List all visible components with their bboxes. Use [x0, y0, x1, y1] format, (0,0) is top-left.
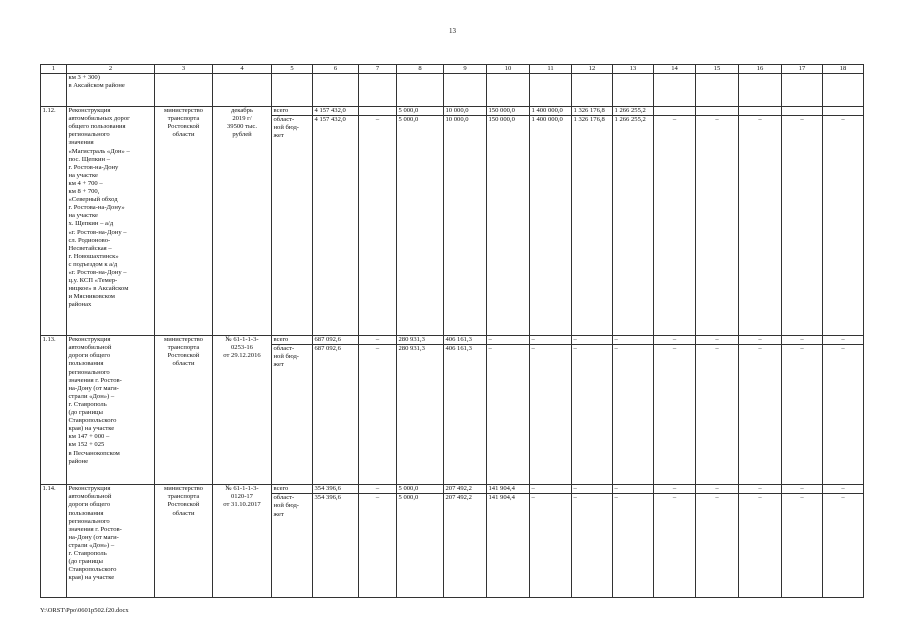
period-cell: декабрь 2019 г/ 39500 тыс. рублей: [213, 107, 272, 336]
amount-cell: [823, 107, 864, 116]
table-body: [41, 65, 864, 598]
empty-cell: [739, 74, 782, 107]
header-cell: 15: [696, 65, 739, 74]
empty-cell: [41, 74, 67, 107]
amount-cell: –: [823, 345, 864, 485]
amount-cell: 1 326 176,8: [572, 116, 613, 336]
table-row: [41, 107, 864, 116]
executor-cell: министерство транспорта Ростовской области: [155, 485, 213, 598]
funding-source-total: всего: [272, 107, 313, 116]
amount-cell: 1 266 255,2: [613, 116, 654, 336]
empty-cell: [272, 74, 313, 107]
object-name-cell: Реконструкция автомобильной дороги общего пользования регионального значения г. Ростов- на-Дону (от маги- страли «Дон») – г. Ставрополь (до границы Ставропольского края) на участке км 147 + 000 – км 152 + 025 в Песчанокопском районе: [67, 336, 155, 485]
amount-cell: 280 931,3: [397, 336, 444, 345]
empty-cell: [696, 74, 739, 107]
amount-cell: 5 000,0: [397, 494, 444, 598]
table-row: [41, 336, 864, 345]
amount-cell: –: [654, 485, 696, 494]
amount-cell: 280 931,3: [397, 345, 444, 485]
empty-cell: [487, 74, 530, 107]
amount-cell: –: [696, 494, 739, 598]
amount-cell: 406 161,3: [444, 345, 487, 485]
funding-source-regional: област- ной бюд- жет: [272, 494, 313, 598]
row-number: 1.12.: [41, 107, 67, 336]
empty-cell: [572, 74, 613, 107]
empty-cell: [213, 74, 272, 107]
amount-cell: 4 157 432,0: [313, 107, 359, 116]
amount-cell: 1 400 000,0: [530, 107, 572, 116]
row-number: 1.14.: [41, 485, 67, 598]
amount-cell: –: [530, 345, 572, 485]
amount-cell: 141 904,4: [487, 485, 530, 494]
table-row: [41, 485, 864, 494]
amount-cell: –: [654, 336, 696, 345]
header-cell: 12: [572, 65, 613, 74]
amount-cell: –: [739, 116, 782, 336]
amount-cell: 141 904,4: [487, 494, 530, 598]
amount-cell: –: [613, 345, 654, 485]
amount-cell: –: [739, 345, 782, 485]
executor-cell: министерство транспорта Ростовской области: [155, 107, 213, 336]
empty-cell: [782, 74, 823, 107]
amount-cell: 10 000,0: [444, 107, 487, 116]
executor-cell: министерство транспорта Ростовской области: [155, 336, 213, 485]
amount-cell: 150 000,0: [487, 107, 530, 116]
funding-source-regional: област- ной бюд- жет: [272, 116, 313, 336]
amount-cell: –: [572, 345, 613, 485]
amount-cell: –: [696, 345, 739, 485]
page-number: 13: [449, 27, 456, 35]
amount-cell: –: [530, 494, 572, 598]
header-cell: 13: [613, 65, 654, 74]
amount-cell: –: [359, 494, 397, 598]
amount-cell: –: [530, 485, 572, 494]
object-name-cell: Реконструкция автомобильных дорог общего пользования регионального значения «Магистраль «Дон» – пос. Щепкин – г. Ростов-на-Дону на участке км 4 + 700 – км 8 + 700, «Северный обход г. Ростова-на-Дону» на участке х. Щепкин – а/д «г. Ростов-на-Дону – сл. Родионово- Несветайская – г. Новошахтинск» с подъездом к а/д «г. Ростов-на-Дону – ц.у. КСП «Темер- ницкое» в Аксайском и Мясниковском районах: [67, 107, 155, 336]
empty-cell: [823, 74, 864, 107]
header-cell: 1: [41, 65, 67, 74]
amount-cell: 150 000,0: [487, 116, 530, 336]
amount-cell: –: [782, 494, 823, 598]
empty-cell: [530, 74, 572, 107]
amount-cell: –: [739, 494, 782, 598]
amount-cell: [654, 107, 696, 116]
amount-cell: –: [530, 336, 572, 345]
empty-cell: [444, 74, 487, 107]
amount-cell: –: [739, 336, 782, 345]
header-row: [41, 65, 864, 74]
empty-cell: [613, 74, 654, 107]
header-cell: 16: [739, 65, 782, 74]
amount-cell: [359, 107, 397, 116]
footer-file-path: Y:\ORST\Ppo\0601p502.f20.docx: [40, 607, 129, 614]
amount-cell: 5 000,0: [397, 485, 444, 494]
amount-cell: –: [823, 336, 864, 345]
row-number: 1.13.: [41, 336, 67, 485]
amount-cell: 354 396,6: [313, 485, 359, 494]
header-cell: 8: [397, 65, 444, 74]
funding-source-total: всего: [272, 485, 313, 494]
header-cell: 4: [213, 65, 272, 74]
amount-cell: 4 157 432,0: [313, 116, 359, 336]
amount-cell: –: [487, 336, 530, 345]
amount-cell: –: [359, 336, 397, 345]
amount-cell: –: [613, 336, 654, 345]
empty-cell: [654, 74, 696, 107]
header-cell: 6: [313, 65, 359, 74]
amount-cell: 1 326 176,8: [572, 107, 613, 116]
amount-cell: 687 092,6: [313, 345, 359, 485]
header-cell: 2: [67, 65, 155, 74]
funding-source-total: всего: [272, 336, 313, 345]
amount-cell: [696, 107, 739, 116]
amount-cell: –: [572, 485, 613, 494]
amount-cell: –: [654, 116, 696, 336]
amount-cell: –: [654, 494, 696, 598]
amount-cell: 5 000,0: [397, 107, 444, 116]
header-cell: 11: [530, 65, 572, 74]
header-cell: 5: [272, 65, 313, 74]
amount-cell: 207 492,2: [444, 485, 487, 494]
amount-cell: –: [782, 485, 823, 494]
amount-cell: –: [654, 345, 696, 485]
empty-cell: [397, 74, 444, 107]
amount-cell: 10 000,0: [444, 116, 487, 336]
object-name-cell: км 3 + 300) в Аксайском районе: [67, 74, 155, 107]
empty-cell: [313, 74, 359, 107]
object-name-cell: Реконструкция автомобильной дороги общего пользования регионального значения г. Ростов- на-Дону (от маги- страли «Дон») – г. Ставрополь (до границы Ставропольского края) на участке: [67, 485, 155, 598]
amount-cell: –: [359, 116, 397, 336]
amount-cell: –: [487, 345, 530, 485]
funding-source-regional: област- ной бюд- жет: [272, 345, 313, 485]
amount-cell: 1 400 000,0: [530, 116, 572, 336]
header-cell: 9: [444, 65, 487, 74]
amount-cell: –: [823, 485, 864, 494]
header-cell: 10: [487, 65, 530, 74]
amount-cell: –: [359, 345, 397, 485]
header-cell: 17: [782, 65, 823, 74]
header-cell: 3: [155, 65, 213, 74]
amount-cell: –: [696, 485, 739, 494]
period-cell: № 61-1-1-3- 0120-17 от 31.10.2017: [213, 485, 272, 598]
amount-cell: –: [613, 485, 654, 494]
empty-cell: [155, 74, 213, 107]
amount-cell: 207 492,2: [444, 494, 487, 598]
amount-cell: –: [823, 494, 864, 598]
amount-cell: [739, 107, 782, 116]
amount-cell: –: [572, 494, 613, 598]
amount-cell: [782, 107, 823, 116]
header-cell: 18: [823, 65, 864, 74]
amount-cell: 687 092,6: [313, 336, 359, 345]
period-cell: № 61-1-1-3- 0253-16 от 29.12.2016: [213, 336, 272, 485]
amount-cell: –: [782, 116, 823, 336]
amount-cell: –: [696, 116, 739, 336]
header-cell: 14: [654, 65, 696, 74]
amount-cell: –: [359, 485, 397, 494]
amount-cell: –: [613, 494, 654, 598]
amount-cell: 354 396,6: [313, 494, 359, 598]
amount-cell: –: [572, 336, 613, 345]
table-row: [41, 74, 864, 107]
amount-cell: 1 266 255,2: [613, 107, 654, 116]
program-table: [40, 64, 864, 598]
amount-cell: –: [823, 116, 864, 336]
header-cell: 7: [359, 65, 397, 74]
amount-cell: 5 000,0: [397, 116, 444, 336]
amount-cell: –: [696, 336, 739, 345]
amount-cell: –: [782, 345, 823, 485]
amount-cell: –: [782, 336, 823, 345]
amount-cell: –: [739, 485, 782, 494]
empty-cell: [359, 74, 397, 107]
amount-cell: 406 161,3: [444, 336, 487, 345]
